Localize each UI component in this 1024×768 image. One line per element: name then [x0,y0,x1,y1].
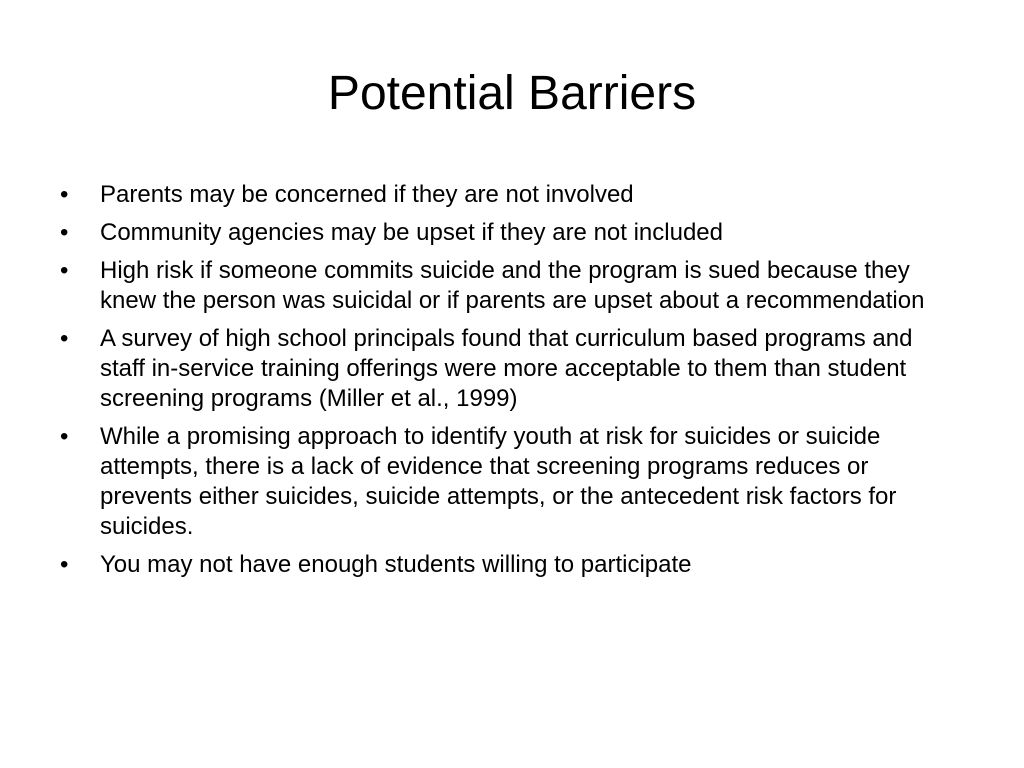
bullet-item [60,422,960,542]
bullet-item [60,218,960,248]
bullet-list [60,180,960,588]
bullet-text: Community agencies may be upset if they are not included [100,219,724,246]
bullet-item [60,256,960,316]
bullet-icon: • [60,257,69,284]
bullet-text: Parents may be concerned if they are not involved [100,181,634,208]
bullet-item [60,550,960,580]
bullet-text: You may not have enough students willing to participate [100,551,692,578]
bullet-item [60,324,960,414]
bullet-icon: • [60,423,69,450]
bullet-text: While a promising approach to identify youth at risk for suicides or suicide attempts, there is a lack of evidence that screening programs reduces or prevents either suicides, suicide attempts, or the antecedent risk factors for suicides. [100,423,897,540]
bullet-item [60,180,960,210]
bullet-icon: • [60,219,69,246]
bullet-text: High risk if someone commits suicide and the program is sued because they knew the person was suicidal or if parents are upset about a recommendation [100,257,925,314]
slide-title: Potential Barriers [327,67,697,120]
bullet-text: A survey of high school principals found that curriculum based programs and staff in-service training offerings were more acceptable to them than student screening programs (Miller et al., 1999) [100,325,913,412]
bullet-icon: • [60,181,69,208]
bullet-icon: • [60,325,69,352]
bullet-icon: • [60,551,69,578]
